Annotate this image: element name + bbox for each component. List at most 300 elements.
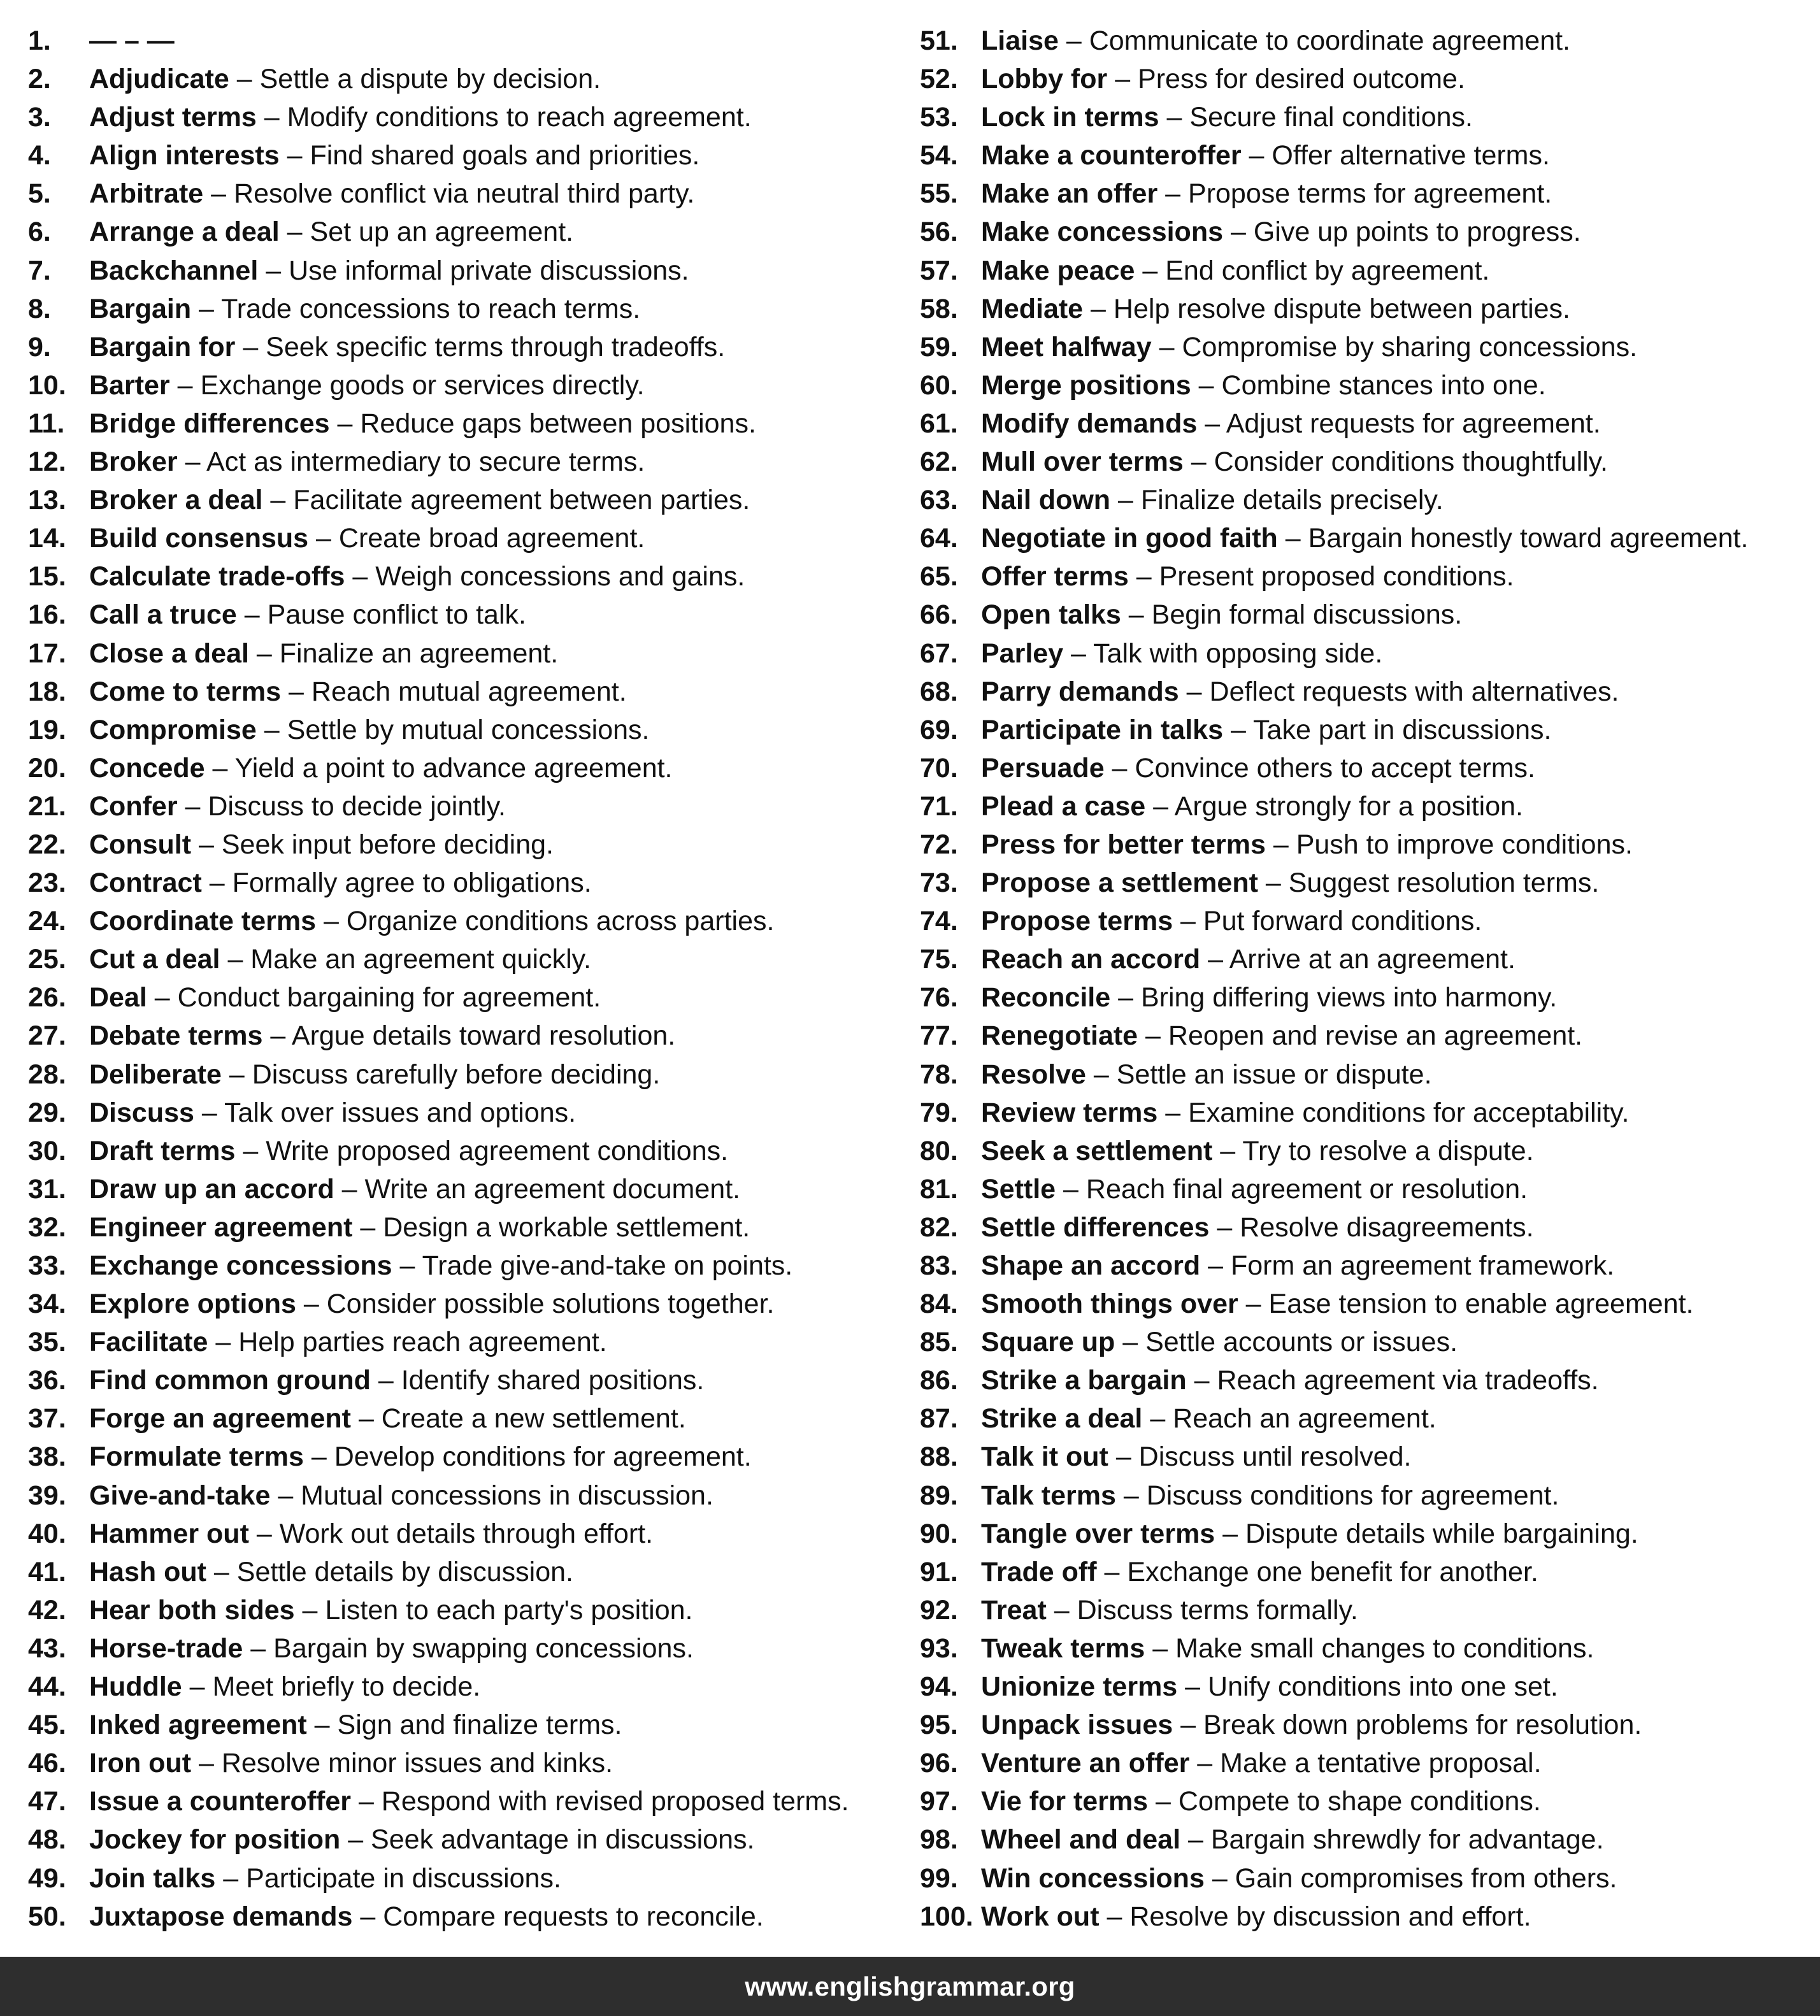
item-definition: – Write proposed agreement conditions.: [235, 1135, 729, 1166]
item-definition: – Consider conditions thoughtfully.: [1183, 447, 1608, 478]
item-number: 15.: [28, 561, 66, 592]
item-term: Lock in terms: [981, 102, 1159, 133]
item-term: Plead a case: [981, 790, 1146, 822]
list-item: [28, 712, 907, 750]
item-definition: – Settle details by discussion.: [206, 1556, 573, 1587]
item-definition: – Participate in discussions.: [215, 1862, 561, 1894]
item-text: [89, 1171, 740, 1210]
item-text: [89, 1362, 704, 1401]
item-number: 16.: [28, 599, 66, 631]
item-text: [89, 1439, 752, 1477]
item-definition: – Trade concessions to reach terms.: [191, 293, 641, 324]
item-text: [981, 1095, 1629, 1133]
item-term: Discuss: [89, 1097, 194, 1128]
item-definition: – Use informal private discussions.: [258, 255, 689, 286]
item-definition: – Compare requests to reconcile.: [352, 1901, 764, 1932]
list-item: [28, 99, 907, 138]
item-text: [89, 1899, 764, 1937]
list-item: [920, 1822, 1812, 1860]
item-number: 75.: [920, 944, 958, 975]
item-definition: – Reach agreement via tradeoffs.: [1186, 1365, 1599, 1396]
list-item: [920, 520, 1812, 559]
item-number: 96.: [920, 1748, 958, 1779]
list-item: [920, 1133, 1812, 1171]
item-number: 88.: [920, 1441, 958, 1473]
item-definition: – Discuss terms formally.: [1046, 1594, 1358, 1626]
item-definition: – Compete to shape conditions.: [1148, 1786, 1541, 1817]
item-number: 6.: [28, 217, 51, 248]
item-number: 66.: [920, 599, 958, 631]
list-item: [28, 1439, 907, 1477]
item-number: 8.: [28, 293, 51, 324]
item-text: [89, 482, 750, 520]
item-term: Unionize terms: [981, 1671, 1178, 1703]
item-definition: – Reach mutual agreement.: [281, 676, 627, 707]
item-text: [89, 712, 650, 750]
item-term: Forge an agreement: [89, 1403, 351, 1434]
item-number: 83.: [920, 1250, 958, 1281]
item-number: 5.: [28, 178, 51, 210]
item-term: Work out: [981, 1901, 1100, 1932]
item-definition: – Trade give-and-take on points.: [392, 1250, 793, 1281]
list-item: [28, 1554, 907, 1592]
item-term: Talk it out: [981, 1441, 1108, 1473]
item-text: [89, 253, 689, 291]
item-number: 32.: [28, 1212, 66, 1243]
item-term: Propose a settlement: [981, 868, 1258, 899]
item-term: Tangle over terms: [981, 1518, 1215, 1549]
item-definition: – Talk with opposing side.: [1063, 638, 1383, 669]
item-text: [981, 99, 1473, 138]
item-number: 30.: [28, 1135, 66, 1166]
list-item: [28, 1669, 907, 1707]
item-definition: – Resolve disagreements.: [1209, 1212, 1534, 1243]
item-term: Shape an accord: [981, 1250, 1201, 1281]
list-item: [28, 865, 907, 903]
item-text: [981, 789, 1523, 827]
item-definition: – Give up points to progress.: [1223, 217, 1581, 248]
item-term: Facilitate: [89, 1327, 208, 1358]
list-item: [920, 1362, 1812, 1401]
item-text: [981, 1745, 1542, 1784]
item-number: 24.: [28, 906, 66, 937]
list-item: [28, 827, 907, 865]
item-text: [981, 1478, 1559, 1516]
list-item: [920, 1631, 1812, 1669]
list-item: [28, 406, 907, 444]
item-term: Huddle: [89, 1671, 182, 1703]
item-text: [89, 214, 573, 252]
list-item: [28, 1324, 907, 1362]
item-text: [89, 1057, 660, 1095]
item-number: 92.: [920, 1594, 958, 1626]
item-text: [981, 482, 1444, 520]
item-term: Make peace: [981, 255, 1135, 286]
list-item: [28, 941, 907, 980]
item-number: 20.: [28, 752, 66, 783]
item-term: Talk terms: [981, 1480, 1116, 1511]
item-text: [89, 23, 175, 61]
item-term: Deliberate: [89, 1059, 222, 1090]
item-definition: – Form an agreement framework.: [1200, 1250, 1615, 1281]
item-number: 55.: [920, 178, 958, 210]
item-term: Review terms: [981, 1097, 1158, 1128]
item-number: 74.: [920, 906, 958, 937]
item-text: [89, 368, 645, 406]
list-item: [28, 1018, 907, 1056]
item-definition: – Ease tension to enable agreement.: [1238, 1289, 1694, 1320]
item-text: [89, 61, 601, 99]
item-number: 2.: [28, 64, 51, 95]
item-definition: – Argue details toward resolution.: [262, 1020, 676, 1052]
item-text: [981, 597, 1462, 635]
list-item: [28, 1861, 907, 1899]
item-term: Tweak terms: [981, 1633, 1145, 1664]
item-term: Broker a deal: [89, 485, 263, 516]
item-number: 47.: [28, 1786, 66, 1817]
item-number: 99.: [920, 1862, 958, 1894]
list-item: [920, 980, 1812, 1018]
list-item: [28, 1784, 907, 1822]
item-definition: – Bargain by swapping concessions.: [243, 1633, 694, 1664]
item-definition: – Seek advantage in discussions.: [340, 1824, 755, 1855]
item-definition: – Identify shared positions.: [370, 1365, 705, 1396]
item-term: Come to terms: [89, 676, 282, 707]
item-term: Deal: [89, 982, 147, 1013]
item-definition: – Find shared goals and priorities.: [279, 140, 700, 171]
item-definition: – Organize conditions across parties.: [316, 906, 775, 937]
item-text: [981, 1516, 1638, 1554]
item-term: Engineer agreement: [89, 1212, 353, 1243]
item-text: [981, 1362, 1599, 1401]
item-text: [981, 1286, 1694, 1324]
item-text: [89, 1707, 622, 1745]
list-item: [920, 597, 1812, 635]
item-number: 49.: [28, 1862, 66, 1894]
item-term: Renegotiate: [981, 1020, 1138, 1052]
item-term: Confer: [89, 790, 178, 822]
item-definition: – Argue strongly for a position.: [1145, 790, 1523, 822]
item-text: [89, 980, 601, 1018]
item-text: [89, 1669, 480, 1707]
item-text: [89, 1133, 728, 1171]
list-item: [920, 406, 1812, 444]
list-item: [28, 1516, 907, 1554]
item-text: [89, 559, 745, 597]
list-item: [920, 444, 1812, 482]
item-text: [89, 520, 645, 559]
list-item: [920, 827, 1812, 865]
item-number: 100.: [920, 1901, 973, 1932]
list-item: [920, 1478, 1812, 1516]
item-text: [89, 674, 627, 712]
item-term: Adjudicate: [89, 64, 229, 95]
item-term: Build consensus: [89, 523, 309, 554]
item-text: [981, 1210, 1534, 1248]
item-term: Strike a bargain: [981, 1365, 1187, 1396]
item-number: 3.: [28, 102, 51, 133]
item-definition: – Respond with revised proposed terms.: [351, 1786, 849, 1817]
item-text: [981, 1592, 1358, 1631]
item-number: 14.: [28, 523, 66, 554]
item-number: 60.: [920, 369, 958, 401]
list-item: [28, 980, 907, 1018]
item-term: Mull over terms: [981, 447, 1184, 478]
item-term: Hear both sides: [89, 1594, 295, 1626]
item-term: Settle: [981, 1173, 1056, 1205]
item-number: 87.: [920, 1403, 958, 1434]
list-item: [920, 1592, 1812, 1631]
item-definition: – Secure final conditions.: [1159, 102, 1473, 133]
list-item: [920, 1324, 1812, 1362]
list-item: [28, 1095, 907, 1133]
list-item: [920, 1899, 1812, 1937]
item-text: [89, 1516, 653, 1554]
item-text: [981, 329, 1637, 368]
list-item: [28, 61, 907, 99]
item-definition: – Listen to each party's position.: [294, 1594, 693, 1626]
item-term: Bridge differences: [89, 408, 330, 439]
item-definition: – Try to resolve a dispute.: [1212, 1135, 1534, 1166]
item-term: Hash out: [89, 1556, 206, 1587]
list-item: [28, 597, 907, 635]
list-item: [920, 1210, 1812, 1248]
item-number: 63.: [920, 485, 958, 516]
list-item: [920, 1516, 1812, 1554]
list-item: [28, 482, 907, 520]
item-text: [89, 750, 673, 789]
item-term: Close a deal: [89, 638, 249, 669]
list-item: [920, 941, 1812, 980]
item-definition: – Formally agree to obligations.: [201, 868, 592, 899]
item-text: [981, 1324, 1458, 1362]
list-item: [28, 1899, 907, 1937]
item-text: [89, 1248, 792, 1286]
list-item: [28, 214, 907, 252]
item-text: [89, 1210, 750, 1248]
item-number: 80.: [920, 1135, 958, 1166]
item-definition: – Seek input before deciding.: [191, 829, 554, 860]
item-term: Cut a deal: [89, 944, 220, 975]
list-item: [28, 1631, 907, 1669]
item-number: 56.: [920, 217, 958, 248]
list-item: [28, 1210, 907, 1248]
list-item: [28, 789, 907, 827]
item-term: Broker: [89, 447, 178, 478]
list-item: [28, 1745, 907, 1784]
list-item: [920, 865, 1812, 903]
item-definition: – Help resolve dispute between parties.: [1083, 293, 1570, 324]
item-definition: – Create broad agreement.: [308, 523, 645, 554]
item-number: 54.: [920, 140, 958, 171]
item-term: Arrange a deal: [89, 217, 280, 248]
item-term: Bargain: [89, 293, 192, 324]
item-definition: – Bargain shrewdly for advantage.: [1180, 1824, 1604, 1855]
item-term: Adjust terms: [89, 102, 257, 133]
list-item: [920, 1401, 1812, 1439]
item-term: Negotiate in good faith: [981, 523, 1278, 554]
item-definition: – Weigh concessions and gains.: [345, 561, 745, 592]
item-definition: – Gain compromises from others.: [1204, 1862, 1617, 1894]
item-number: 13.: [28, 485, 66, 516]
item-text: [981, 1057, 1432, 1095]
item-number: 61.: [920, 408, 958, 439]
item-text: [89, 636, 558, 674]
item-text: [89, 1324, 607, 1362]
item-number: 12.: [28, 447, 66, 478]
item-definition: – Yield a point to advance agreement.: [204, 752, 673, 783]
item-text: [981, 674, 1619, 712]
item-definition: – Settle an issue or dispute.: [1086, 1059, 1432, 1090]
item-number: 25.: [28, 944, 66, 975]
list-item: [28, 329, 907, 368]
item-definition: – Settle by mutual concessions.: [256, 714, 650, 745]
list-item: [28, 176, 907, 214]
list-item: [28, 1171, 907, 1210]
item-term: Concede: [89, 752, 205, 783]
item-number: 76.: [920, 982, 958, 1013]
list-item: [28, 1133, 907, 1171]
item-term: Press for better terms: [981, 829, 1266, 860]
list-item: [28, 1592, 907, 1631]
item-text: [89, 1631, 694, 1669]
item-term: Resolve: [981, 1059, 1086, 1090]
item-term: Give-and-take: [89, 1480, 271, 1511]
item-term: Barter: [89, 369, 170, 401]
item-number: 81.: [920, 1173, 958, 1205]
item-term: Make a counteroffer: [981, 140, 1242, 171]
item-term: Inked agreement: [89, 1710, 307, 1741]
item-text: [89, 1018, 675, 1056]
item-definition: – Work out details through effort.: [248, 1518, 654, 1549]
list-item: [28, 253, 907, 291]
item-text: [981, 1018, 1582, 1056]
item-text: [89, 903, 774, 941]
item-definition: – Arrive at an agreement.: [1200, 944, 1515, 975]
item-number: 64.: [920, 523, 958, 554]
item-number: 82.: [920, 1212, 958, 1243]
list-item: [920, 1018, 1812, 1056]
item-text: [981, 941, 1515, 980]
item-number: 10.: [28, 369, 66, 401]
item-text: [981, 903, 1482, 941]
item-term: Formulate terms: [89, 1441, 304, 1473]
item-term: Mediate: [981, 293, 1084, 324]
item-number: 71.: [920, 790, 958, 822]
item-number: 68.: [920, 676, 958, 707]
item-term: Nail down: [981, 485, 1111, 516]
list-item: [920, 750, 1812, 789]
item-definition: – Develop conditions for agreement.: [303, 1441, 752, 1473]
footer-bar: [0, 1957, 1820, 2016]
item-term: Call a truce: [89, 599, 237, 631]
item-number: 4.: [28, 140, 51, 171]
item-definition: – Reach final agreement or resolution.: [1056, 1173, 1528, 1205]
item-number: 35.: [28, 1327, 66, 1358]
item-term: Venture an offer: [981, 1748, 1190, 1779]
item-definition: – Reopen and revise an agreement.: [1138, 1020, 1583, 1052]
item-number: 89.: [920, 1480, 958, 1511]
list-item: [920, 253, 1812, 291]
item-term: Reconcile: [981, 982, 1111, 1013]
list-item: [28, 1057, 907, 1095]
item-definition: – Finalize details precisely.: [1110, 485, 1444, 516]
item-definition: – Break down problems for resolution.: [1173, 1710, 1642, 1741]
item-number: 29.: [28, 1097, 66, 1128]
list-item: [920, 368, 1812, 406]
item-text: [89, 1554, 573, 1592]
list-item: [920, 291, 1812, 329]
item-number: 53.: [920, 102, 958, 133]
list-item: [920, 214, 1812, 252]
item-number: 94.: [920, 1671, 958, 1703]
list-item: [28, 1707, 907, 1745]
item-text: [89, 1095, 576, 1133]
item-definition: – Talk over issues and options.: [194, 1097, 577, 1128]
list-item: [920, 1248, 1812, 1286]
item-text: [981, 712, 1551, 750]
item-term: Offer terms: [981, 561, 1129, 592]
item-text: [981, 291, 1570, 329]
list-item: [28, 1248, 907, 1286]
item-term: Parley: [981, 638, 1064, 669]
item-term: Issue a counteroffer: [89, 1786, 351, 1817]
item-text: [981, 61, 1465, 99]
item-text: [981, 23, 1570, 61]
item-term: Consult: [89, 829, 192, 860]
item-text: [89, 444, 645, 482]
item-term: Liaise: [981, 25, 1059, 56]
item-term: Align interests: [89, 140, 280, 171]
word-list-column-left: [28, 23, 907, 1937]
item-term: Treat: [981, 1594, 1047, 1626]
item-definition: – Settle a dispute by decision.: [229, 64, 601, 95]
footer-url[interactable]: www.englishgrammar.org: [745, 1971, 1075, 2001]
item-definition: – Bargain honestly toward agreement.: [1277, 523, 1749, 554]
list-item: [920, 1784, 1812, 1822]
item-definition: – Bring differing views into harmony.: [1110, 982, 1558, 1013]
item-number: 93.: [920, 1633, 958, 1664]
item-definition: – Reduce gaps between positions.: [329, 408, 756, 439]
item-text: [981, 1822, 1604, 1860]
item-text: [89, 406, 756, 444]
list-item: [28, 291, 907, 329]
item-number: 98.: [920, 1824, 958, 1855]
item-definition: – Examine conditions for acceptability.: [1157, 1097, 1630, 1128]
item-text: [89, 1401, 686, 1439]
item-definition: – Offer alternative terms.: [1241, 140, 1550, 171]
item-text: [89, 941, 591, 980]
item-term: Backchannel: [89, 255, 259, 286]
item-text: [981, 980, 1557, 1018]
item-term: Reach an accord: [981, 944, 1201, 975]
list-item: [920, 1707, 1812, 1745]
word-list-column-right: [920, 23, 1812, 1937]
item-number: 18.: [28, 676, 66, 707]
item-text: [89, 176, 694, 214]
item-definition: – Discuss until resolved.: [1108, 1441, 1412, 1473]
item-definition: – Combine stances into one.: [1191, 369, 1546, 401]
item-number: 44.: [28, 1671, 66, 1703]
item-text: [89, 1286, 775, 1324]
item-text: [981, 1171, 1528, 1210]
item-number: 50.: [28, 1901, 66, 1932]
item-number: 73.: [920, 868, 958, 899]
item-term: Horse-trade: [89, 1633, 243, 1664]
item-definition: – Begin formal discussions.: [1121, 599, 1463, 631]
list-item: [920, 176, 1812, 214]
item-definition: – Pause conflict to talk.: [236, 599, 526, 631]
